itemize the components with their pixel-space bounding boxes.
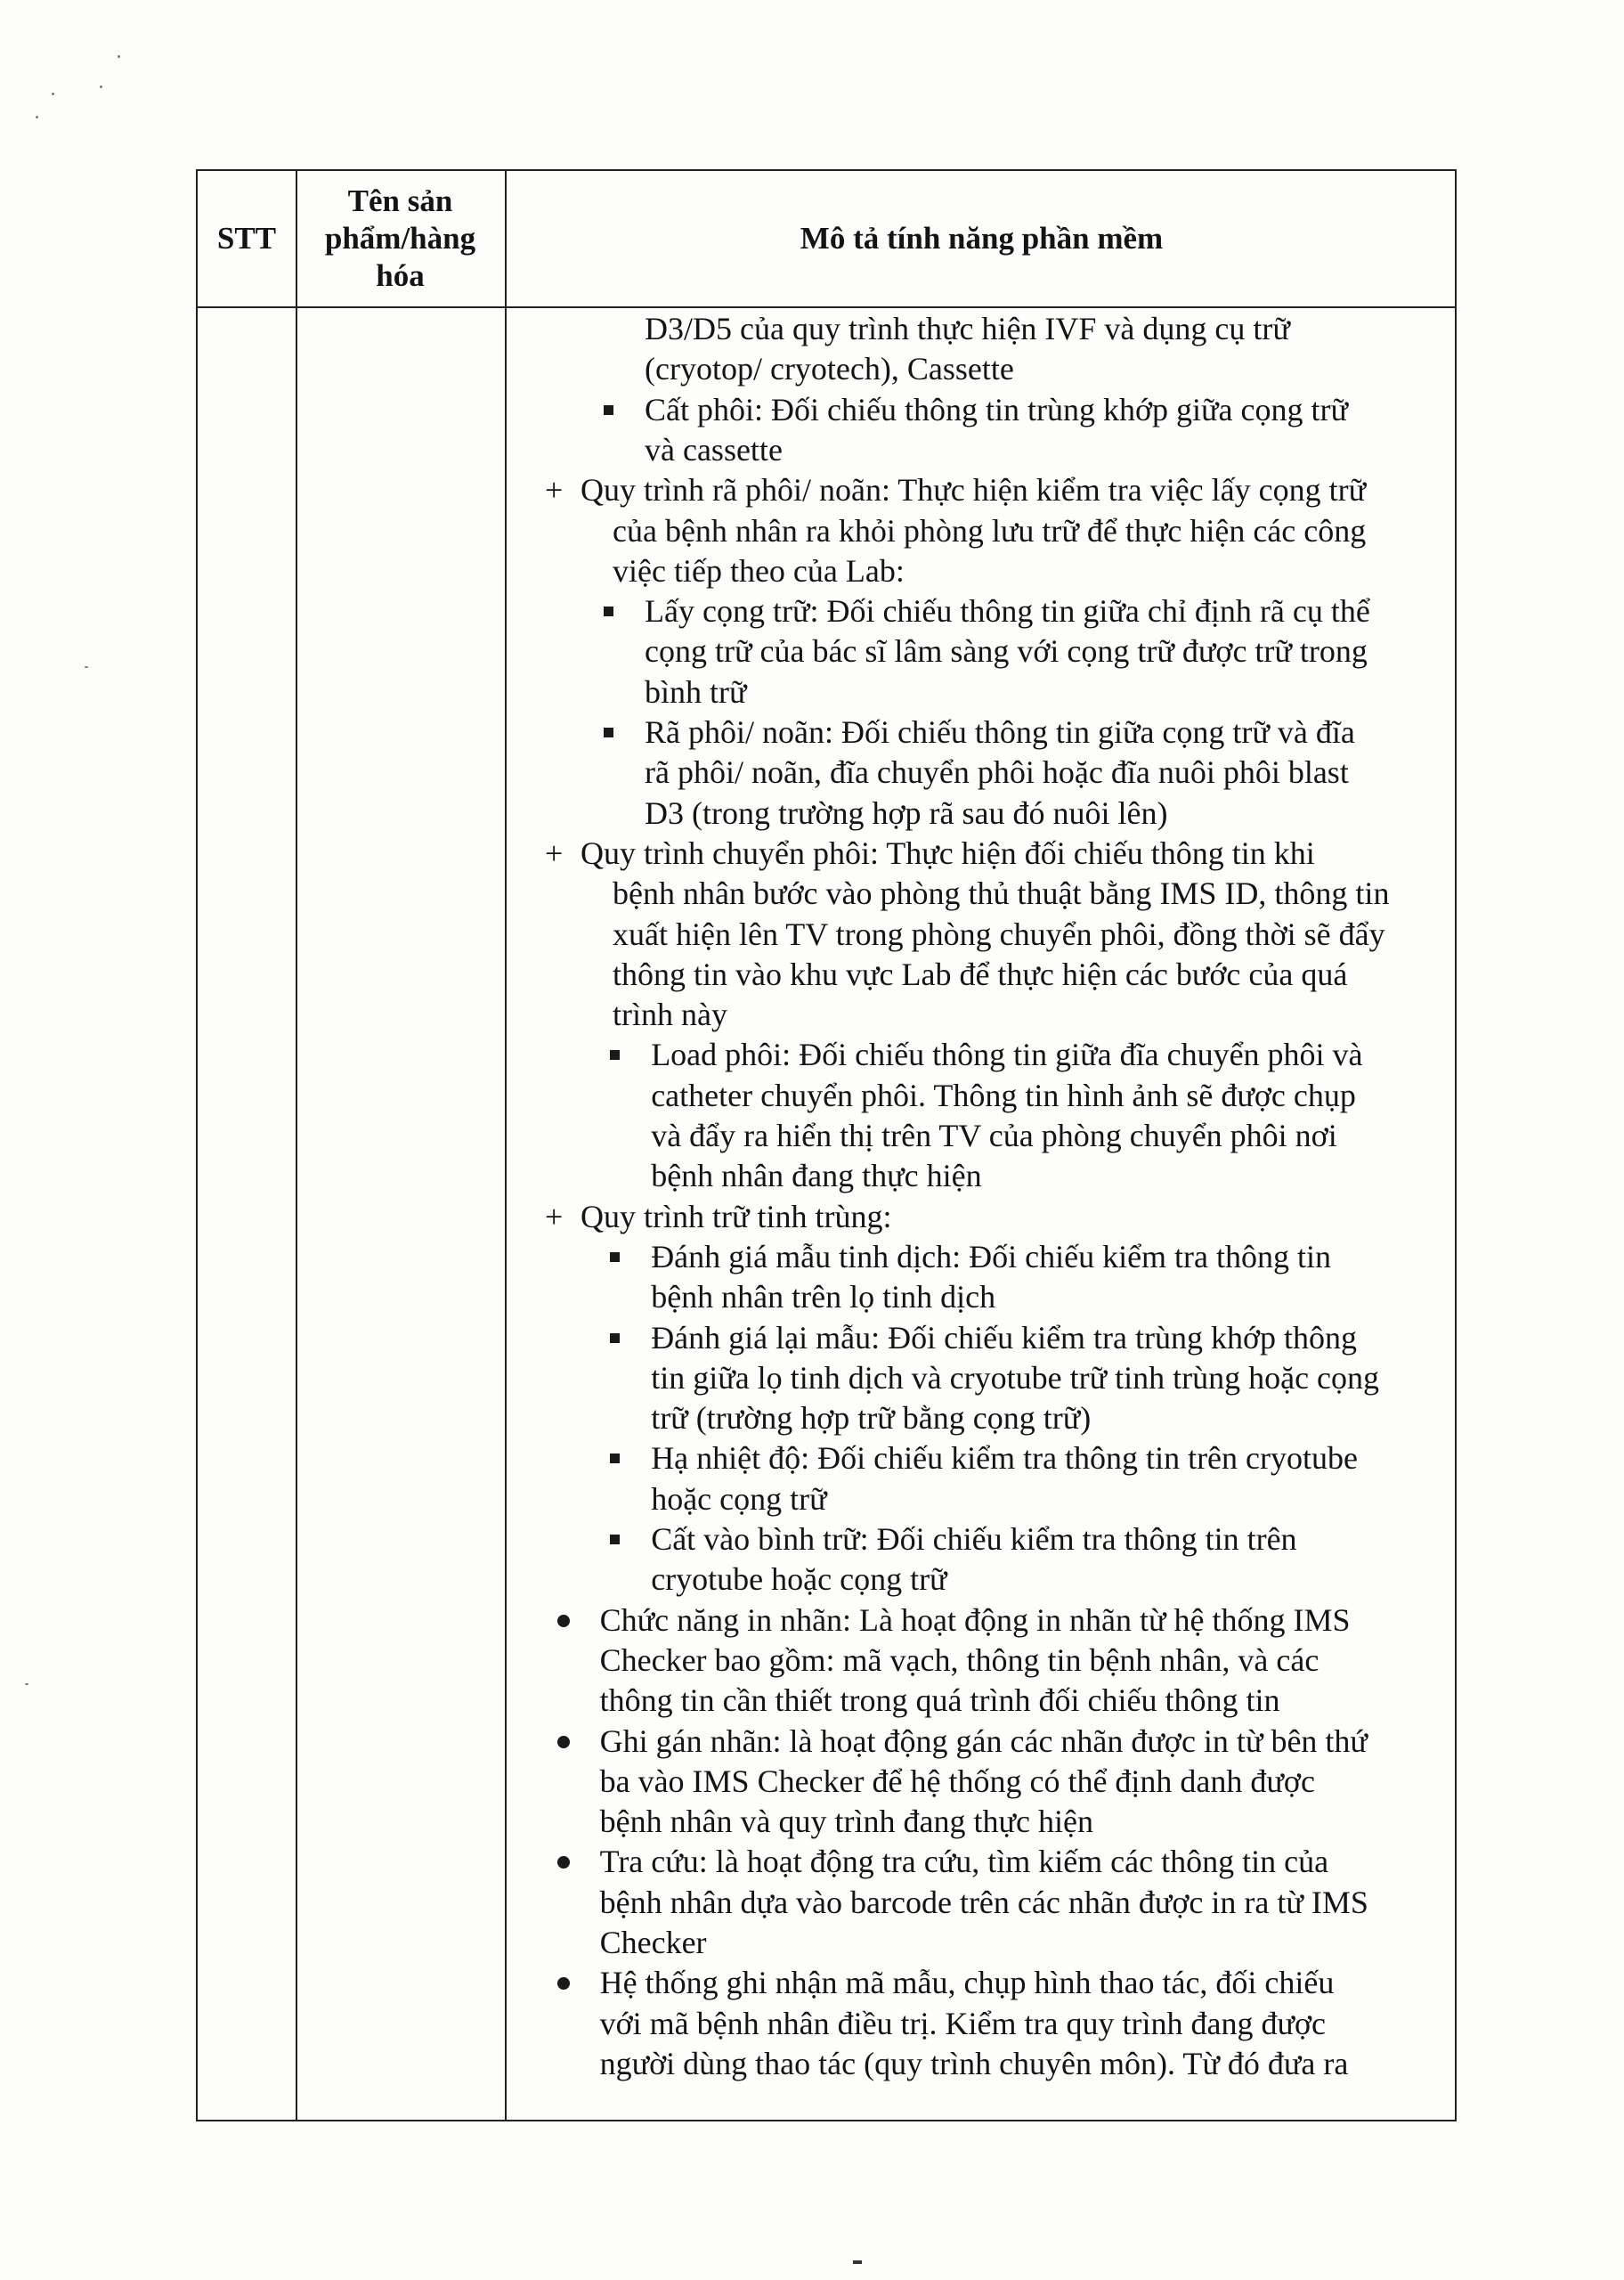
description-line: rã phôi/ noãn, đĩa chuyển phôi hoặc đĩa nuôi phôi blast (645, 754, 1349, 791)
header-stt: STT (216, 221, 277, 256)
plus-marker-icon: + (545, 835, 564, 871)
description-line: Cất phôi: Đối chiếu thông tin trùng khớp giữa cọng trữ (645, 391, 1348, 428)
round-bullet-icon (557, 1977, 570, 1990)
square-bullet-icon (604, 728, 613, 737)
description-line: Checker (599, 1925, 707, 1960)
round-bullet-icon (557, 1736, 570, 1748)
description-line: bệnh nhân bước vào phòng thủ thuật bằng IMS ID, thông tin (613, 875, 1390, 912)
description-line: ba vào IMS Checker để hệ thống có thể định danh được (599, 1763, 1315, 1799)
description-line: bệnh nhân trên lọ tinh dịch (651, 1279, 996, 1315)
description-line: bệnh nhân đang thực hiện (651, 1158, 982, 1194)
header-divider (198, 306, 1455, 308)
description-line: việc tiếp theo của Lab: (613, 552, 905, 589)
description-line: Quy trình chuyển phôi: Thực hiện đối chiếu thông tin khi (581, 835, 1315, 871)
scan-speck (52, 93, 54, 95)
description-line: (cryotop/ cryotech), Cassette (645, 351, 1014, 387)
description-line: Hạ nhiệt độ: Đối chiếu kiểm tra thông tin trên cryotube (651, 1440, 1358, 1477)
description-line: thông tin cần thiết trong quá trình đối chiếu thông tin (599, 1682, 1280, 1719)
description-line: D3 (trong trường hợp rã sau đó nuôi lên) (645, 794, 1168, 831)
description-line: bệnh nhân và quy trình đang thực hiện (599, 1804, 1093, 1840)
description-line: Đánh giá mẫu tinh dịch: Đối chiếu kiểm tra thông tin (651, 1238, 1332, 1274)
square-bullet-icon (610, 1333, 620, 1343)
square-bullet-icon (610, 1454, 620, 1463)
description-line: cọng trữ của bác sĩ lâm sàng với cọng trữ được trữ trong (645, 633, 1368, 670)
header-product-line: Tên sản (347, 183, 453, 218)
description-line: trình này (613, 997, 727, 1033)
description-line: Lấy cọng trữ: Đối chiếu thông tin giữa chỉ định rã cụ thể (645, 593, 1370, 630)
square-bullet-icon (610, 1050, 620, 1060)
description-line: Quy trình rã phôi/ noãn: Thực hiện kiểm tra việc lấy cọng trữ (581, 472, 1367, 509)
description-line: Đánh giá lại mẫu: Đối chiếu kiểm tra trùng khớp thông (651, 1319, 1358, 1356)
header-product-line: hóa (376, 258, 425, 293)
header-product-name (296, 171, 505, 306)
page-mark (853, 2260, 862, 2264)
header-product-line: phẩm/hàng (324, 221, 476, 256)
square-bullet-icon (604, 405, 613, 415)
round-bullet-icon (557, 1856, 570, 1869)
description-line: D3/D5 của quy trình thực hiện IVF và dụng cụ trữ (645, 311, 1290, 346)
square-bullet-icon (610, 1252, 620, 1262)
description-line: bình trữ (645, 673, 747, 710)
description-line: Cất vào bình trữ: Đối chiếu kiểm tra thông tin trên (651, 1521, 1297, 1557)
description-line: hoặc cọng trữ (651, 1480, 827, 1517)
description-line: và cassette (645, 431, 783, 468)
round-bullet-icon (557, 1615, 570, 1627)
header-description: Mô tả tính năng phần mềm (800, 221, 1164, 256)
description-line: Chức năng in nhãn: Là hoạt động in nhãn từ hệ thống IMS (599, 1601, 1351, 1638)
spec-table (196, 169, 1457, 2121)
description-line: thông tin vào khu vực Lab để thực hiện các bước của quá (613, 956, 1348, 992)
plus-marker-icon: + (545, 1198, 564, 1234)
plus-marker-icon: + (545, 472, 564, 509)
description-line: tin giữa lọ tinh dịch và cryotube trữ tinh trùng hoặc cọng (651, 1359, 1380, 1396)
description-line: Rã phôi/ noãn: Đối chiếu thông tin giữa cọng trữ và đĩa (645, 714, 1355, 750)
description-line: người dùng thao tác (quy trình chuyên môn). Từ đó đưa ra (599, 2045, 1349, 2081)
scan-speck (85, 666, 88, 668)
description-line: Ghi gán nhãn: là hoạt động gán các nhãn được in từ bên thứ (599, 1722, 1368, 1759)
description-line: trữ (trường hợp trữ bằng cọng trữ) (651, 1400, 1092, 1437)
description-line: và đẩy ra hiển thị trên TV của phòng chuyển phôi nơi (651, 1118, 1337, 1153)
scan-speck (36, 116, 38, 118)
description-line: cryotube hoặc cọng trữ (651, 1561, 947, 1598)
square-bullet-icon (610, 1535, 620, 1544)
description-line: với mã bệnh nhân điều trị. Kiểm tra quy trình đang được (599, 2005, 1326, 2041)
description-line: Hệ thống ghi nhận mã mẫu, chụp hình thao tác, đối chiếu (599, 1965, 1335, 2001)
description-line: Load phôi: Đối chiếu thông tin giữa đĩa chuyển phôi và (651, 1037, 1363, 1073)
scan-speck (25, 1683, 28, 1685)
column-divider (296, 171, 297, 2120)
column-divider (505, 171, 507, 2120)
description-line: Checker bao gồm: mã vạch, thông tin bệnh nhân, và các (599, 1641, 1320, 1678)
square-bullet-icon (604, 607, 613, 616)
description-line: bệnh nhân dựa vào barcode trên các nhãn được in ra từ IMS (599, 1884, 1368, 1920)
description-line: xuất hiện lên TV trong phòng chuyển phôi, đồng thời sẽ đẩy (613, 916, 1385, 952)
scan-speck (100, 86, 102, 88)
description-line: Quy trình trữ tinh trùng: (581, 1198, 892, 1234)
description-line: catheter chuyển phôi. Thông tin hình ảnh sẽ được chụp (651, 1077, 1356, 1113)
description-line: Tra cứu: là hoạt động tra cứu, tìm kiếm các thông tin của (599, 1844, 1329, 1880)
scan-speck (118, 55, 120, 58)
description-line: của bệnh nhân ra khỏi phòng lưu trữ để thực hiện các công (613, 512, 1367, 549)
